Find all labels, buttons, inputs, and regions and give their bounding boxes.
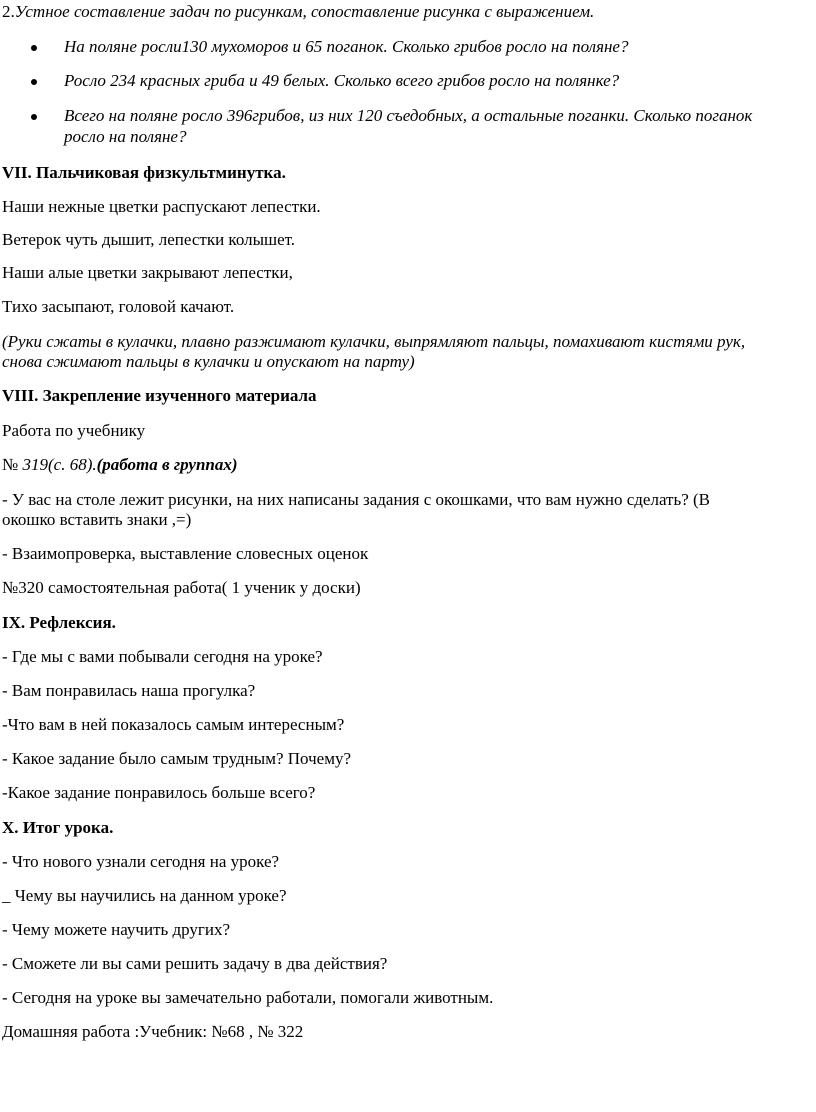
task-item-1: На поляне росли130 мухоморов и 65 поганок. Сколько грибов росло на поляне? — [64, 37, 629, 56]
reflection-question: - Вам понравилась наша прогулка? — [2, 681, 256, 700]
summary-item: - Что нового узнали сегодня на уроке? — [2, 852, 280, 871]
reflection-question: -Какое задание понравилось больше всего? — [2, 783, 316, 802]
bullet-dot — [31, 45, 37, 51]
reflection-question: -Что вам в ней показалось самым интересным? — [2, 715, 345, 734]
exercise-note-line-2: снова сжимают пальцы в кулачки и опускают на парту) — [2, 352, 415, 371]
task-number: 319(с. 68). — [22, 455, 97, 474]
poem-line: Наши алые цветки закрывают лепестки, — [2, 263, 293, 282]
homework-line: Домашняя работа :Учебник: №68 , № 322 — [2, 1022, 304, 1041]
intro-line — [2, 2, 594, 22]
exercise-note-line-1: (Руки сжаты в кулачки, плавно разжимают кулачки, выпрямляют пальцы, помахивают кистями рук, — [2, 332, 746, 351]
peer-check-line: - Взаимопроверка, выставление словесных оценок — [2, 544, 369, 563]
summary-item: - Сегодня на уроке вы замечательно работали, помогали животным. — [2, 988, 494, 1007]
task-number-prefix: № — [2, 455, 23, 474]
poem-line: Тихо засыпают, головой качают. — [2, 297, 235, 316]
task-group-work: (работа в группах) — [96, 455, 238, 474]
summary-item: - Чему можете научить других? — [2, 920, 231, 939]
poem-line: Наши нежные цветки распускают лепестки. — [2, 197, 321, 216]
poem-line: Ветерок чуть дышит, лепестки колышет. — [2, 230, 296, 249]
section-heading-ix: IX. Рефлексия. — [2, 613, 116, 632]
task-item-3-line-1: Всего на поляне росло 396грибов, из них 120 съедобных, а остальные поганки. Сколько поганок — [64, 106, 753, 125]
intro-title: Устное составление задач по рисункам, сопоставление рисунка с выражением. — [14, 2, 595, 21]
task-number-line — [2, 455, 238, 475]
task-item-2: Росло 234 красных гриба и 49 белых. Сколько всего грибов росло на полянке? — [64, 71, 620, 90]
bullet-dot — [31, 79, 37, 85]
reflection-question: - Какое задание было самым трудным? Почему? — [2, 749, 352, 768]
independent-work-line: №320 самостоятельная работа( 1 ученик у доски) — [2, 578, 361, 597]
question-line-2: окошко вставить знаки ,=) — [2, 510, 192, 529]
summary-item: - Сможете ли вы сами решить задачу в два действия? — [2, 954, 388, 973]
bullet-dot — [31, 114, 37, 120]
intro-number: 2. — [2, 2, 15, 21]
textbook-work: Работа по учебнику — [2, 421, 146, 440]
task-item-3-line-2: росло на поляне? — [64, 127, 187, 146]
section-heading-vii: VII. Пальчиковая физкультминутка. — [2, 163, 286, 182]
reflection-question: - Где мы с вами побывали сегодня на уроке? — [2, 647, 323, 666]
section-heading-viii: VIII. Закрепление изученного материала — [2, 386, 317, 405]
section-heading-x: X. Итог урока. — [2, 818, 114, 837]
summary-item: _ Чему вы научились на данном уроке? — [2, 886, 287, 905]
question-line-1: - У вас на столе лежит рисунки, на них написаны задания с окошками, что вам нужно сделать? (В — [2, 490, 711, 509]
